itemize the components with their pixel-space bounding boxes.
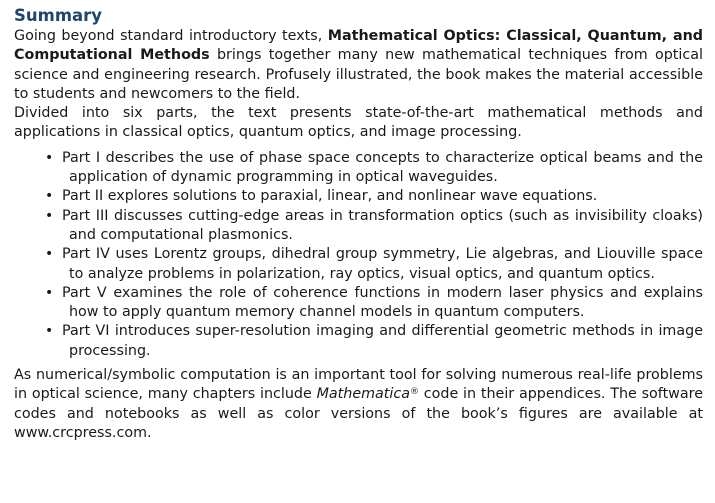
intro-text-start: Going beyond standard introductory texts, [14,28,328,44]
list-item [62,187,703,206]
software-name: Mathematica [316,386,411,403]
part-5-text: • Part V examines the role of coherence functions in modern laser physics and explains how to apply quantum memory channel models in quantum computers. [62,284,703,321]
part-3-text: • Part III discusses cutting-edge areas in transformation optics (such as invisibility cloaks) and computational plasmonics. [62,207,703,243]
registered-mark: ® [410,387,420,398]
closing-text-end: code in their appendices. The software codes and notebooks as well as color versions of the book’s figures are available at www.crcpress.com. [14,386,703,441]
book-title: Mathematical Optics: Classical, Quantum, and Computational Methods [14,28,704,64]
parts-intro-paragraph: Divided into six parts, the text presents state-of-the-art mathematical methods and applications in classical optics, quantum optics, and image processing. [14,105,703,141]
list-item [62,207,703,246]
closing-paragraph [14,366,703,443]
closing-text-start: As numerical/symbolic computation is an important tool for solving numerous real-life problems in optical science, many chapters include [14,367,703,403]
list-item [62,245,703,284]
part-1-text: • Part I describes the use of phase space concepts to characterize optical beams and the application of dynamic programming in optical waveguides. [62,149,703,186]
list-item [62,284,703,323]
part-4-text: • Part IV uses Lorentz groups, dihedral group symmetry, Lie algebras, and Liouville space to analyze problems in polarization, ray optics, visual optics, and quantum optics. [62,246,703,282]
list-item [62,149,703,188]
intro-text-end: brings together many new mathematical techniques from optical science and engineering research. Profusely illustrated, the book makes the material accessible to students and newcomers to the field. [14,47,703,102]
list-item [62,322,703,361]
intro-paragraph [14,27,703,104]
parts-list [14,149,703,361]
part-2-text: • Part II explores solutions to paraxial, linear, and nonlinear wave equations. [62,188,598,205]
summary-heading: Summary [14,6,103,25]
part-6-text: • Part VI introduces super-resolution imaging and differential geometric methods in image processing. [62,323,703,359]
